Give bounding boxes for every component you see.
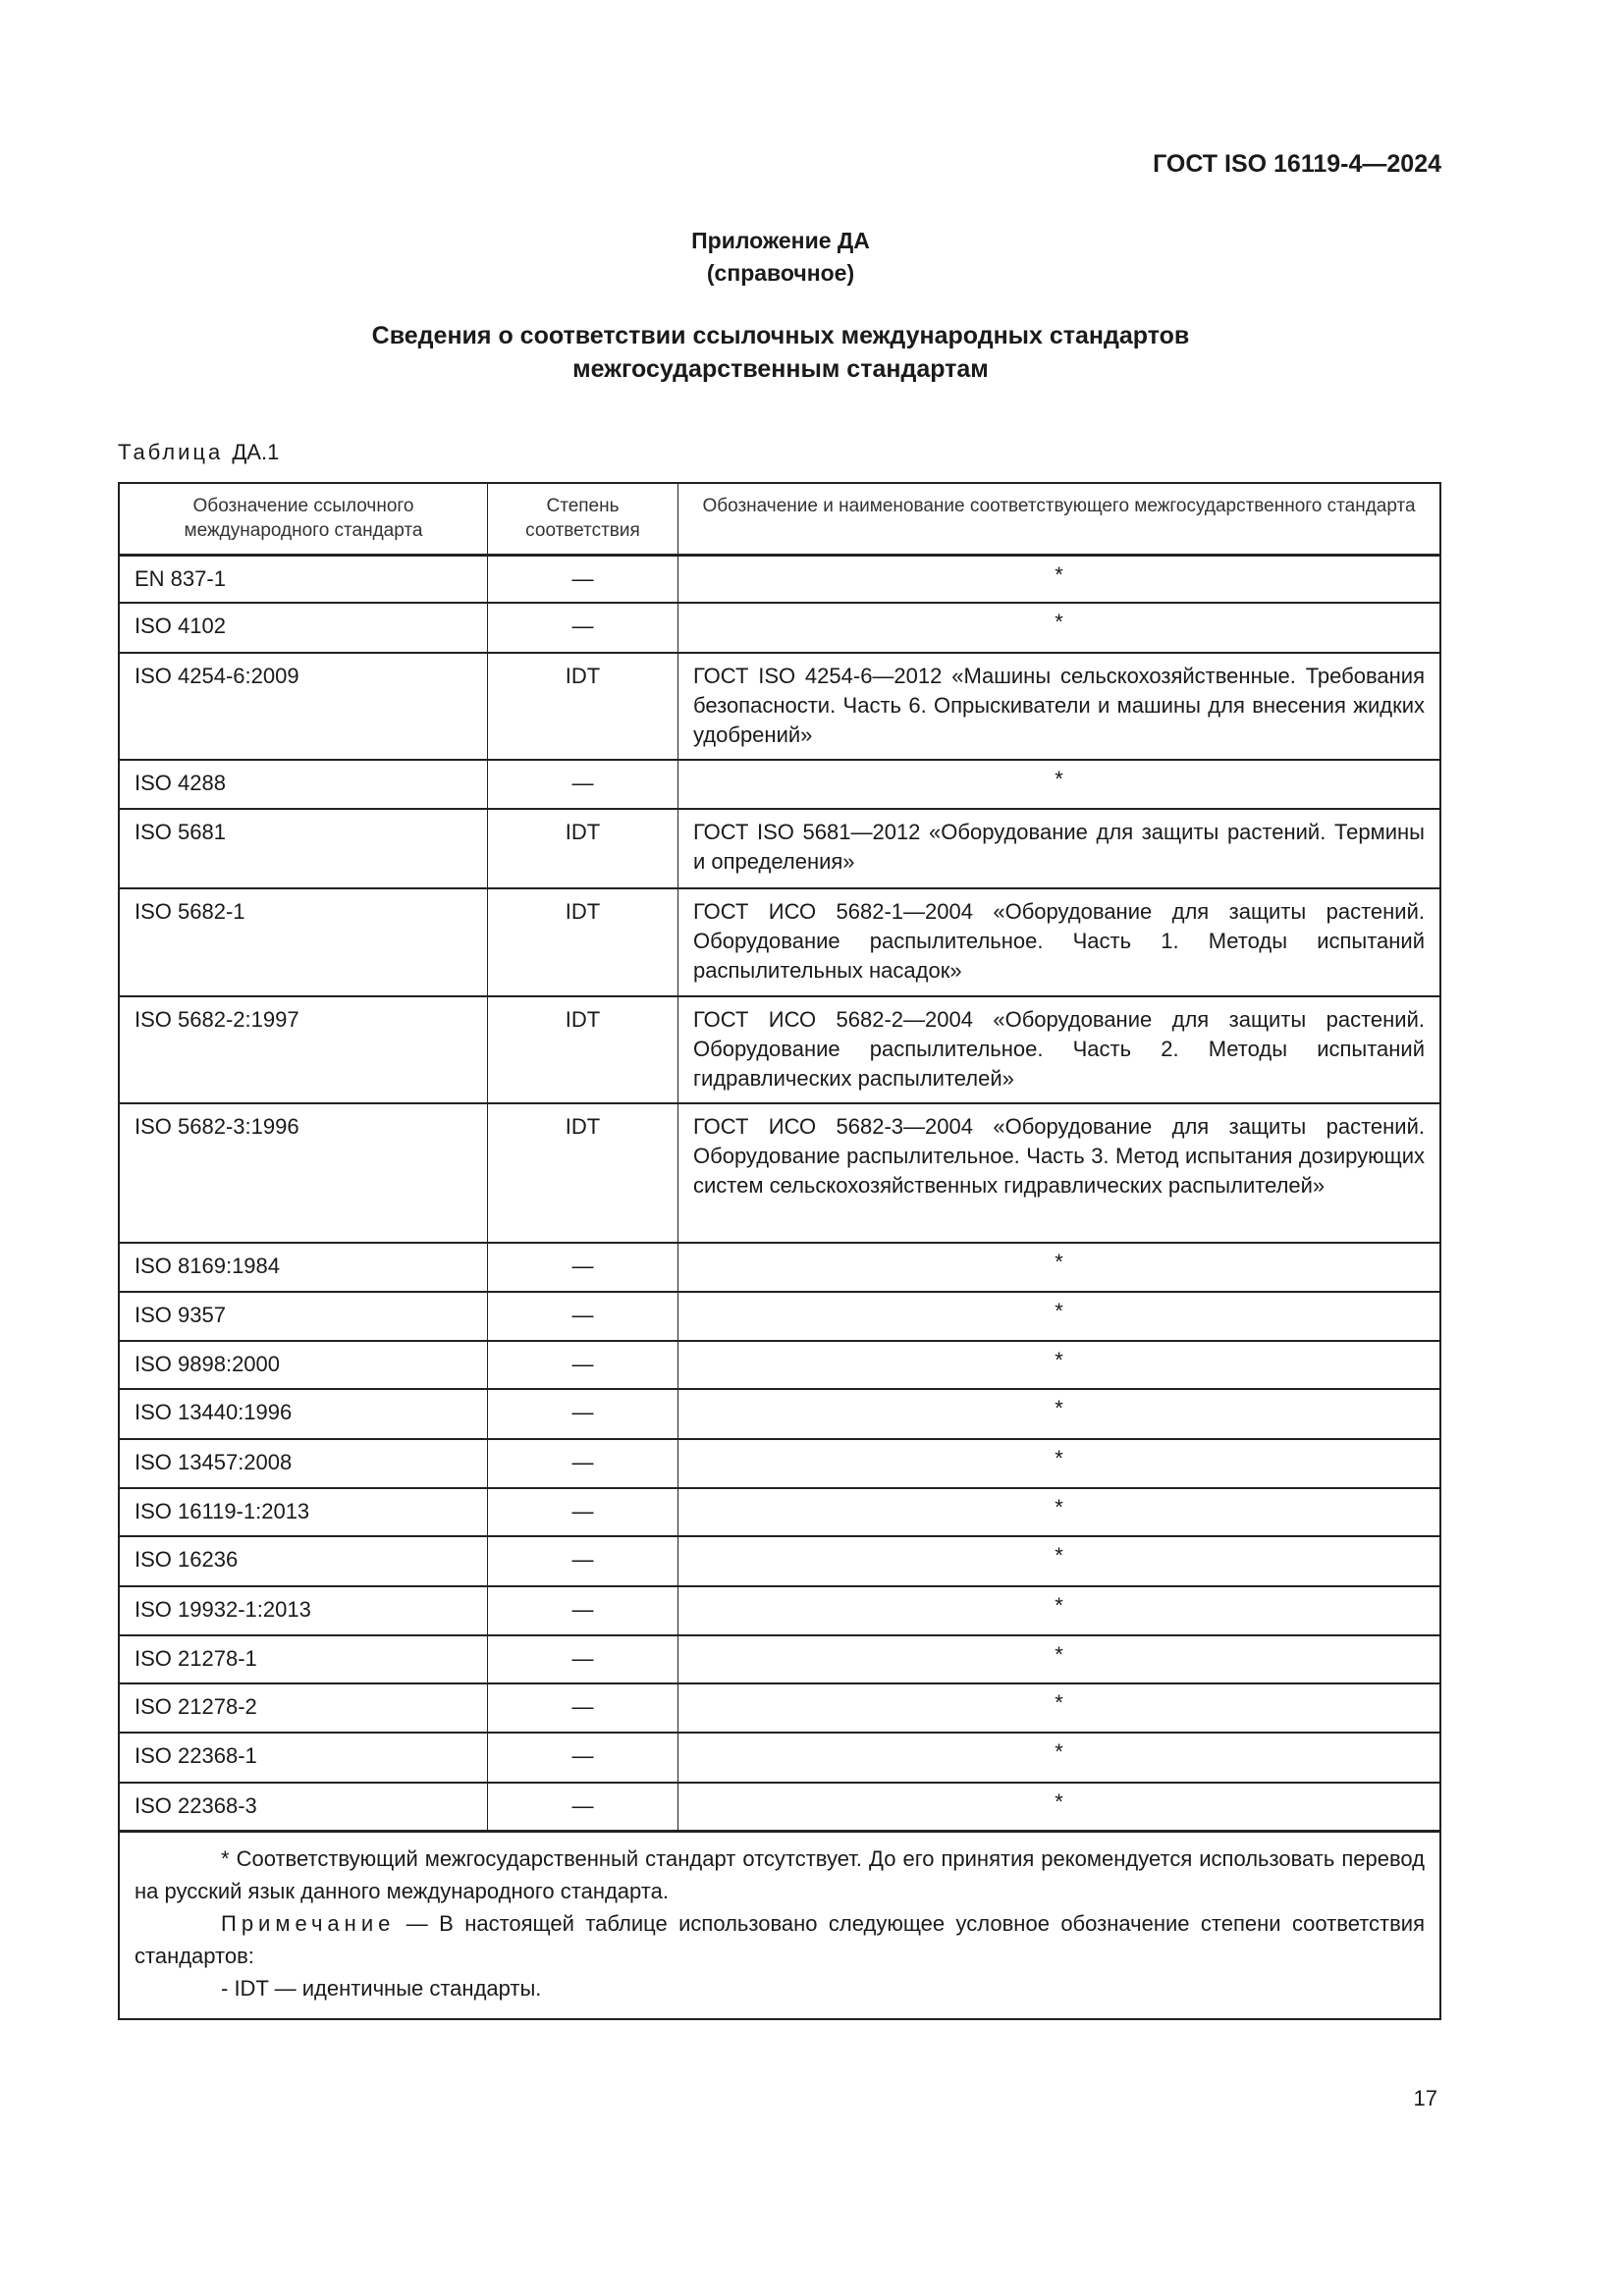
gost-cell: * [1055,610,1063,634]
table-header-row [120,484,1439,555]
annex-title-line2: межгосударственным стандартам [572,355,989,383]
degree-cell: — [488,1342,678,1388]
table-row [120,1682,1439,1732]
degree-cell: — [488,1244,678,1291]
table-footnote [120,1830,1439,2018]
gost-cell: ГОСТ ISO 5681—2012 «Оборудование для защиты растений. Термины и определения» [693,820,1425,874]
table-row [120,995,1439,1102]
table-row [120,1291,1439,1340]
annex-label: Приложение ДА [691,228,870,253]
gost-cell: ГОСТ ИСО 5682-2—2004 «Оборудование для защиты растений. Оборудование распылительное. Часть 2. Методы испытаний гидравлических распылителей» [693,1007,1425,1091]
table-row [120,602,1439,652]
column-header-degree: Степень соответствия [488,484,678,554]
gost-cell: ГОСТ ISO 4254-6—2012 «Машины сельскохозяйственные. Требования безопасности. Часть 6. Опрыскиватели и машины для внесения жидких удобрений» [693,664,1425,747]
table-caption [118,440,279,465]
column-header-gost: Обозначение и наименование соответствующего межгосударственного стандарта [702,496,1416,516]
gost-cell: ГОСТ ИСО 5682-3—2004 «Оборудование для защиты растений. Оборудование распылительное. Часть 3. Метод испытания дозирующих систем сельскохозяйственных гидравлических распылителей» [693,1114,1425,1198]
gost-cell: * [1055,1739,1063,1764]
gost-cell: * [1055,1299,1063,1323]
table-row [120,1487,1439,1535]
reference-cell: ISO 13457:2008 [120,1440,488,1487]
gost-cell: * [1055,1396,1063,1420]
page-number: 17 [1413,2086,1437,2110]
reference-cell: ISO 4288 [120,761,488,808]
column-header-reference: Обозначение ссылочного международного стандарта [120,484,488,554]
table-caption-word: Таблица [118,440,224,464]
gost-cell: * [1055,1543,1063,1568]
reference-cell: ISO 19932-1:2013 [120,1587,488,1634]
degree-cell: IDT [488,889,678,995]
footnote-text: * Соответствующий межгосударственный стандарт отсутствует. До его принятия рекомендуется использовать перевод на русский язык данного международного стандарта. [135,1846,1425,1903]
table-row [120,1634,1439,1682]
degree-cell: — [488,1390,678,1438]
reference-cell: ISO 4102 [120,604,488,652]
gost-cell: * [1055,1690,1063,1715]
table-caption-number: ДА.1 [232,440,280,464]
reference-cell: ISO 5681 [120,810,488,887]
reference-cell: ISO 9357 [120,1293,488,1340]
gost-cell: * [1055,1789,1063,1814]
degree-cell: — [488,1489,678,1535]
reference-cell: ISO 8169:1984 [120,1244,488,1291]
reference-cell: ISO 21278-2 [120,1684,488,1732]
table-row [120,1782,1439,1830]
reference-cell: ISO 13440:1996 [120,1390,488,1438]
reference-cell: ISO 4254-6:2009 [120,654,488,759]
gost-cell: * [1055,1250,1063,1274]
degree-cell: IDT [488,810,678,887]
degree-cell: — [488,1587,678,1634]
degree-cell: — [488,1684,678,1732]
degree-cell: — [488,1537,678,1585]
table-row [120,1242,1439,1291]
reference-cell: ISO 9898:2000 [120,1342,488,1388]
gost-cell: * [1055,767,1063,791]
table-row [120,759,1439,808]
annex-type: (справочное) [706,260,855,286]
gost-cell: * [1055,1593,1063,1618]
annex-title-line1: Сведения о соответствии ссылочных международных стандартов [371,322,1190,349]
note-item: - IDT — идентичные стандарты. [221,1976,542,2001]
degree-cell: — [488,604,678,652]
table-row [120,1388,1439,1438]
reference-cell: ISO 5682-3:1996 [120,1104,488,1242]
reference-cell: ISO 22368-1 [120,1734,488,1782]
degree-cell: — [488,761,678,808]
degree-cell: — [488,1440,678,1487]
table-row [120,555,1439,602]
table-row [120,1438,1439,1487]
gost-cell: ГОСТ ИСО 5682-1—2004 «Оборудование для защиты растений. Оборудование распылительное. Часть 1. Методы испытаний распылительных насадок» [693,899,1425,983]
degree-cell: — [488,1734,678,1782]
gost-cell: * [1055,1348,1063,1372]
table-row [120,1585,1439,1634]
degree-cell: IDT [488,997,678,1102]
table-row [120,652,1439,759]
gost-cell: * [1055,1642,1063,1667]
reference-cell: ISO 5682-2:1997 [120,997,488,1102]
degree-cell: IDT [488,654,678,759]
gost-cell: * [1055,1446,1063,1470]
reference-cell: ISO 16236 [120,1537,488,1585]
degree-cell: IDT [488,1104,678,1242]
reference-cell: ISO 16119-1:2013 [120,1489,488,1535]
reference-cell: ISO 5682-1 [120,889,488,995]
note [135,1907,1425,1972]
reference-cell: ISO 21278-1 [120,1636,488,1682]
table-row [120,808,1439,887]
degree-cell: — [488,1636,678,1682]
note-text: — В настоящей таблице использовано следующее условное обозначение степени соответствия стандартов: [135,1911,1425,1968]
table-row [120,1340,1439,1388]
reference-cell: EN 837-1 [120,557,488,602]
gost-cell: * [1055,562,1063,587]
degree-cell: — [488,1784,678,1830]
note-label: Примечание [221,1911,396,1936]
correspondence-table [118,482,1441,2020]
reference-cell: ISO 22368-3 [120,1784,488,1830]
table-row [120,887,1439,995]
gost-cell: * [1055,1495,1063,1520]
degree-cell: — [488,557,678,602]
table-row [120,1535,1439,1585]
degree-cell: — [488,1293,678,1340]
document-code: ГОСТ ISO 16119-4—2024 [1153,150,1441,178]
table-row [120,1732,1439,1782]
table-row [120,1102,1439,1242]
